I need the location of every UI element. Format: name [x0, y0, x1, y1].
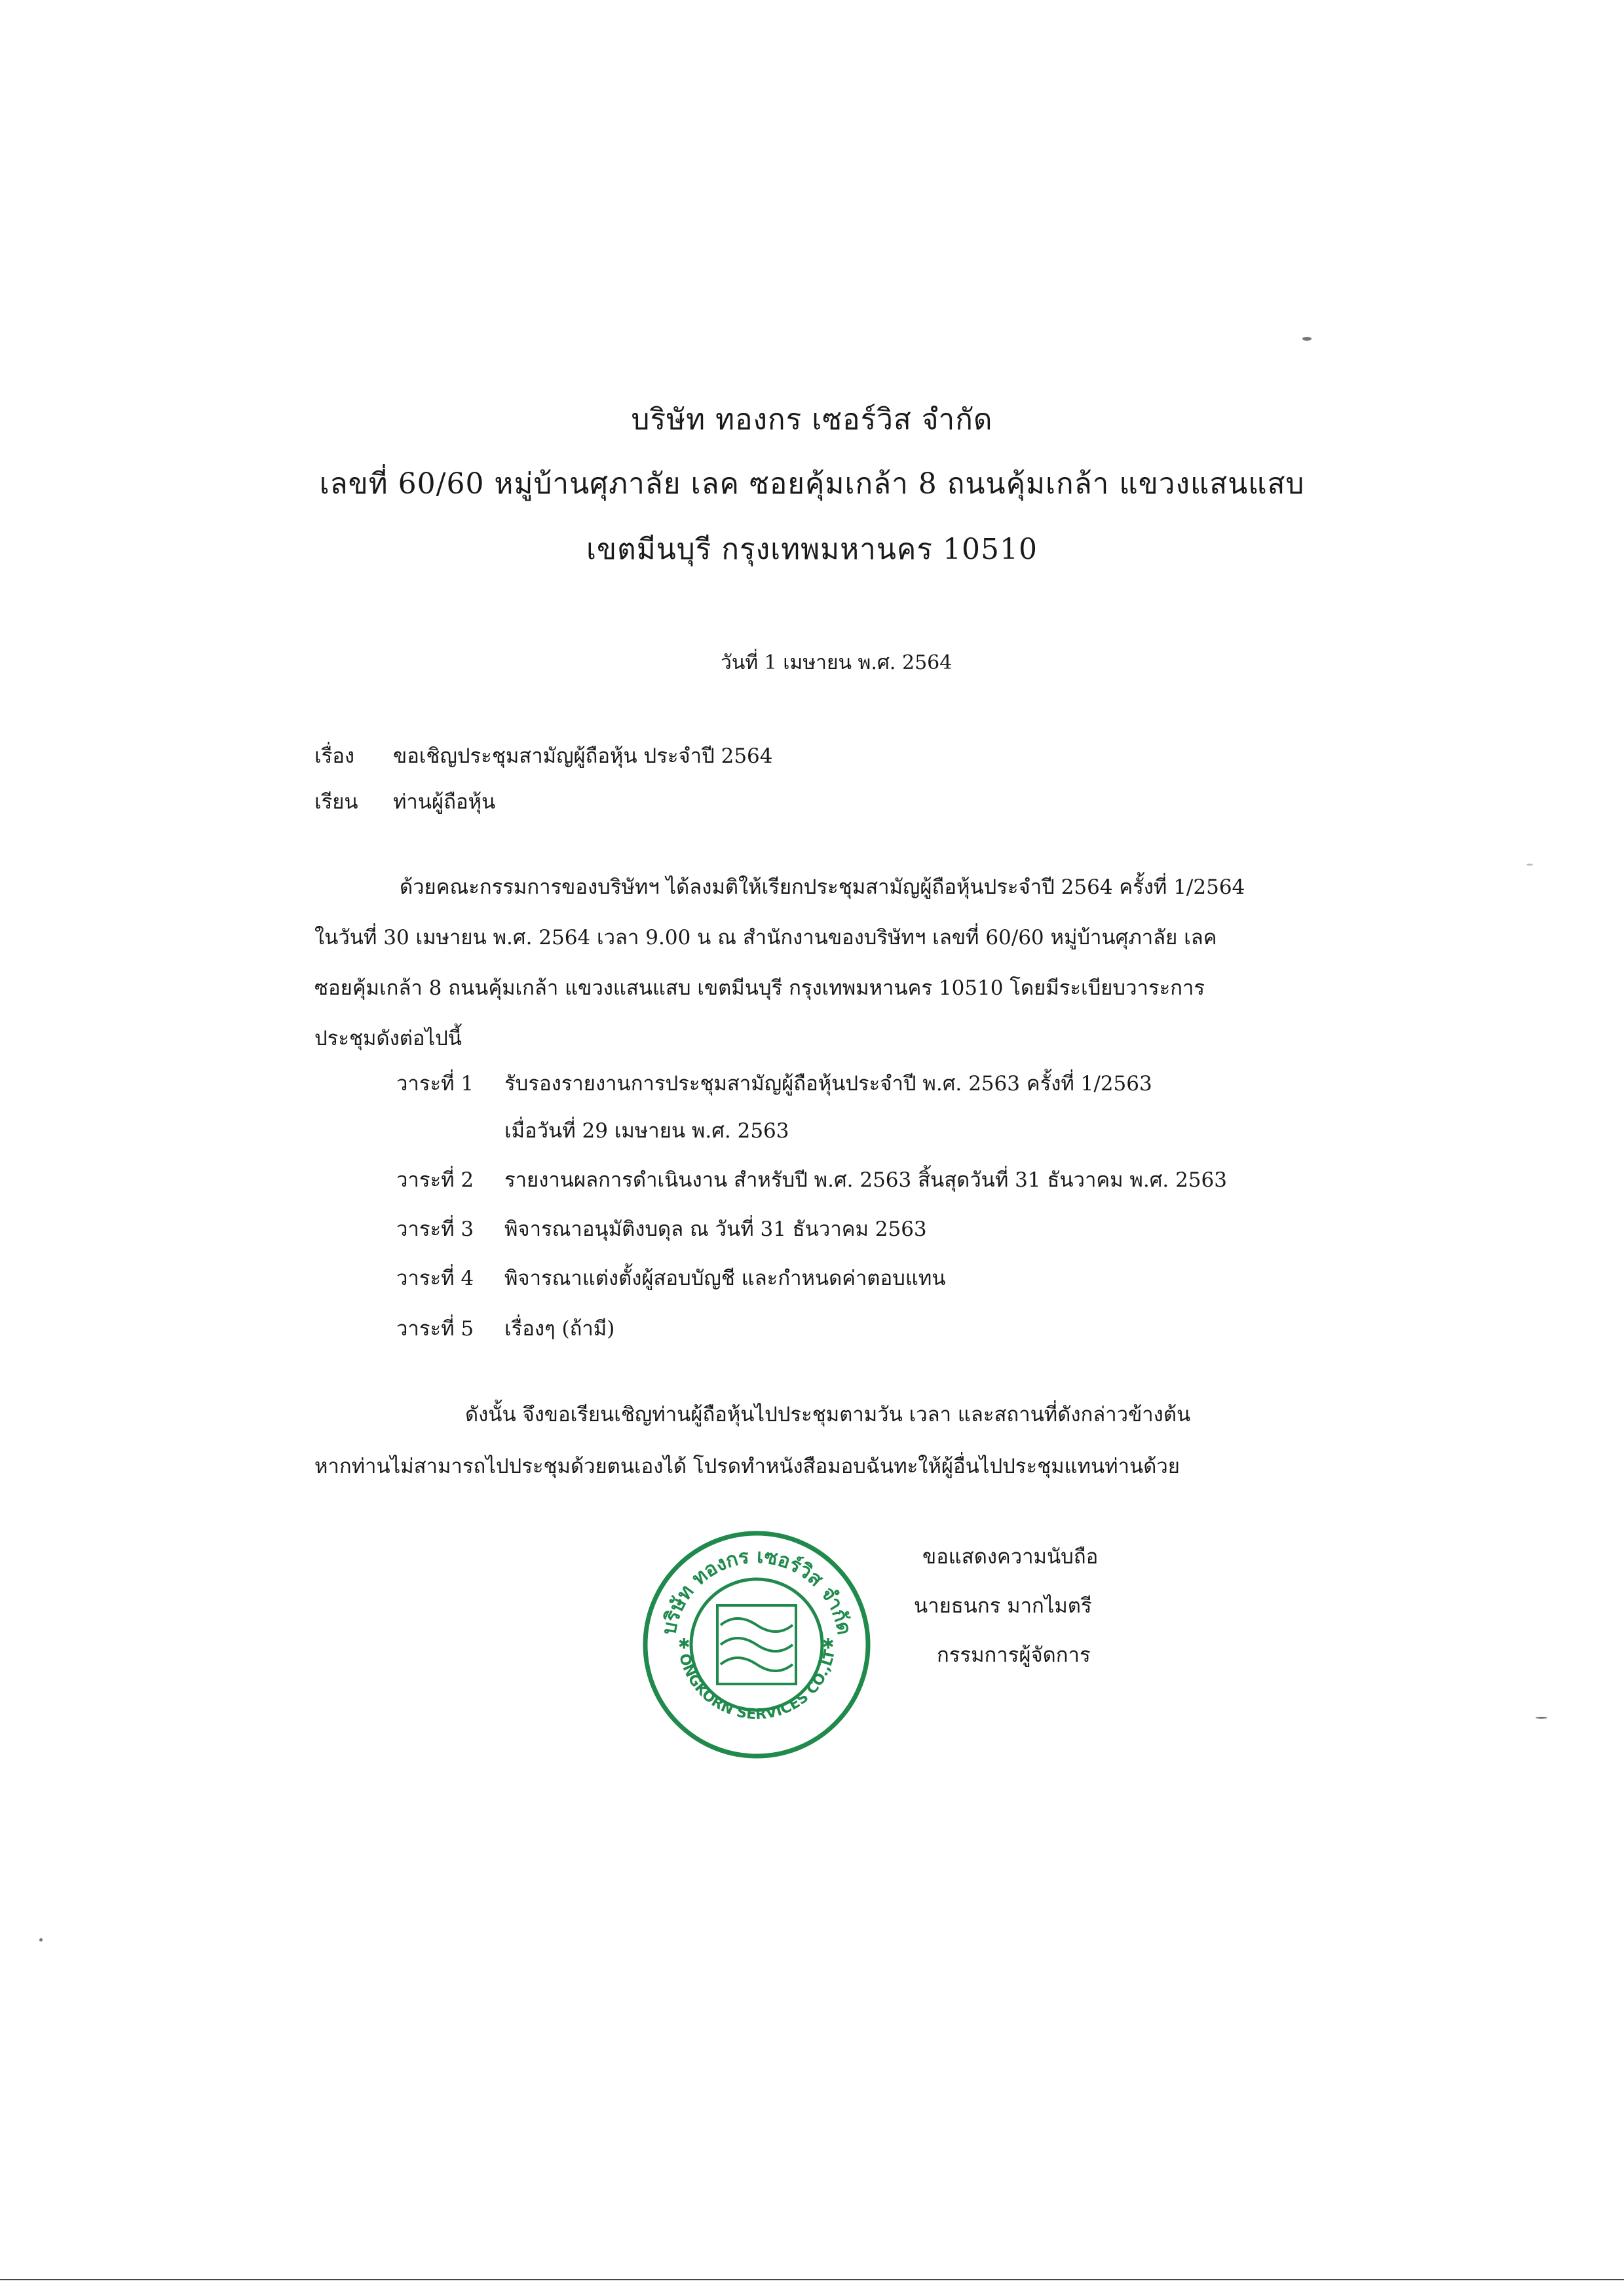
scan-edge-line: [0, 2279, 1624, 2280]
intro-line: ในวันที่ 30 เมษายน พ.ศ. 2564 เวลา 9.00 น ณ สำนักงานของบริษัทฯ เลขที่ 60/60 หมู่บ้านศุภาลัย เลค: [314, 926, 1217, 949]
signature-greeting: ขอแสดงความนับถือ: [922, 1545, 1099, 1569]
signature-title: กรรมการผู้จัดการ: [937, 1643, 1091, 1667]
agenda-label: วาระที่ 5: [396, 1317, 474, 1341]
agenda-label: วาระที่ 3: [396, 1217, 474, 1241]
scan-speck: [1526, 864, 1533, 866]
stamp-star-icon: ✱: [678, 1636, 690, 1653]
recipient-label: เรียน: [314, 790, 358, 814]
intro-line: ซอยคุ้มเกล้า 8 ถนนคุ้มเกล้า แขวงแสนแสบ เขตมีนบุรี กรุงเทพมหานคร 10510 โดยมีระเบียบวาระการ: [314, 976, 1205, 1000]
company-stamp: [639, 1527, 875, 1763]
subject-text: ขอเชิญประชุมสามัญผู้ถือหุ้น ประจำปี 2564: [393, 744, 773, 768]
agenda-text: เรื่องๆ (ถ้ามี): [504, 1317, 615, 1341]
agenda-label: วาระที่ 1: [396, 1072, 474, 1096]
scan-speck: [1302, 337, 1312, 341]
company-address-line1: เลขที่ 60/60 หมู่บ้านศุภาลัย เลค ซอยคุ้มเกล้า 8 ถนนคุ้มเกล้า แขวงแสนแสบ: [319, 467, 1305, 501]
signature-name: นายธนกร มากไมตรี: [914, 1594, 1092, 1618]
letter-date: วันที่ 1 เมษายน พ.ศ. 2564: [721, 651, 953, 674]
company-name: บริษัท ทองกร เซอร์วิส จำกัด: [631, 403, 993, 436]
agenda-text: รายงานผลการดำเนินงาน สำหรับปี พ.ศ. 2563 สิ้นสุดวันที่ 31 ธันวาคม พ.ศ. 2563: [504, 1168, 1227, 1192]
stamp-english-text: ONGKORN SERVICES CO.,LT: [675, 1648, 839, 1723]
scan-speck: [39, 1938, 43, 1942]
scan-speck: [1536, 1717, 1547, 1719]
agenda-text: รับรองรายงานการประชุมสามัญผู้ถือหุ้นประจำปี พ.ศ. 2563 ครั้งที่ 1/2563: [504, 1072, 1152, 1096]
agenda-text: พิจารณาอนุมัติงบดุล ณ วันที่ 31 ธันวาคม 2563: [504, 1217, 927, 1241]
stamp-thai-text: บริษัท ทองกร เซอร์วิส จำกัด: [657, 1544, 856, 1637]
agenda-continuation: เมื่อวันที่ 29 เมษายน พ.ศ. 2563: [504, 1119, 789, 1143]
stamp-star-icon: ✱: [822, 1636, 835, 1653]
agenda-text: พิจารณาแต่งตั้งผู้สอบบัญชี และกำหนดค่าตอบแทน: [504, 1267, 946, 1290]
company-address-line2: เขตมีนบุรี กรุงเทพมหานคร 10510: [586, 533, 1038, 566]
closing-line: ดังนั้น จึงขอเรียนเชิญท่านผู้ถือหุ้นไปประชุมตามวัน เวลา และสถานที่ดังกล่าวข้างต้น: [465, 1403, 1191, 1426]
intro-line: ด้วยคณะกรรมการของบริษัทฯ ได้ลงมติให้เรียกประชุมสามัญผู้ถือหุ้นประจำปี 2564 ครั้งที่ 1/2564: [400, 875, 1245, 899]
agenda-label: วาระที่ 2: [396, 1168, 474, 1192]
subject-label: เรื่อง: [314, 744, 355, 768]
recipient-text: ท่านผู้ถือหุ้น: [393, 790, 496, 814]
closing-line: หากท่านไม่สามารถไปประชุมด้วยตนเองได้ โปรดทำหนังสือมอบฉันทะให้ผู้อื่นไปประชุมแทนท่านด้วย: [314, 1455, 1180, 1478]
company-stamp-graphic: [639, 1527, 875, 1763]
agenda-label: วาระที่ 4: [396, 1267, 474, 1290]
intro-line: ประชุมดังต่อไปนี้: [314, 1027, 462, 1050]
